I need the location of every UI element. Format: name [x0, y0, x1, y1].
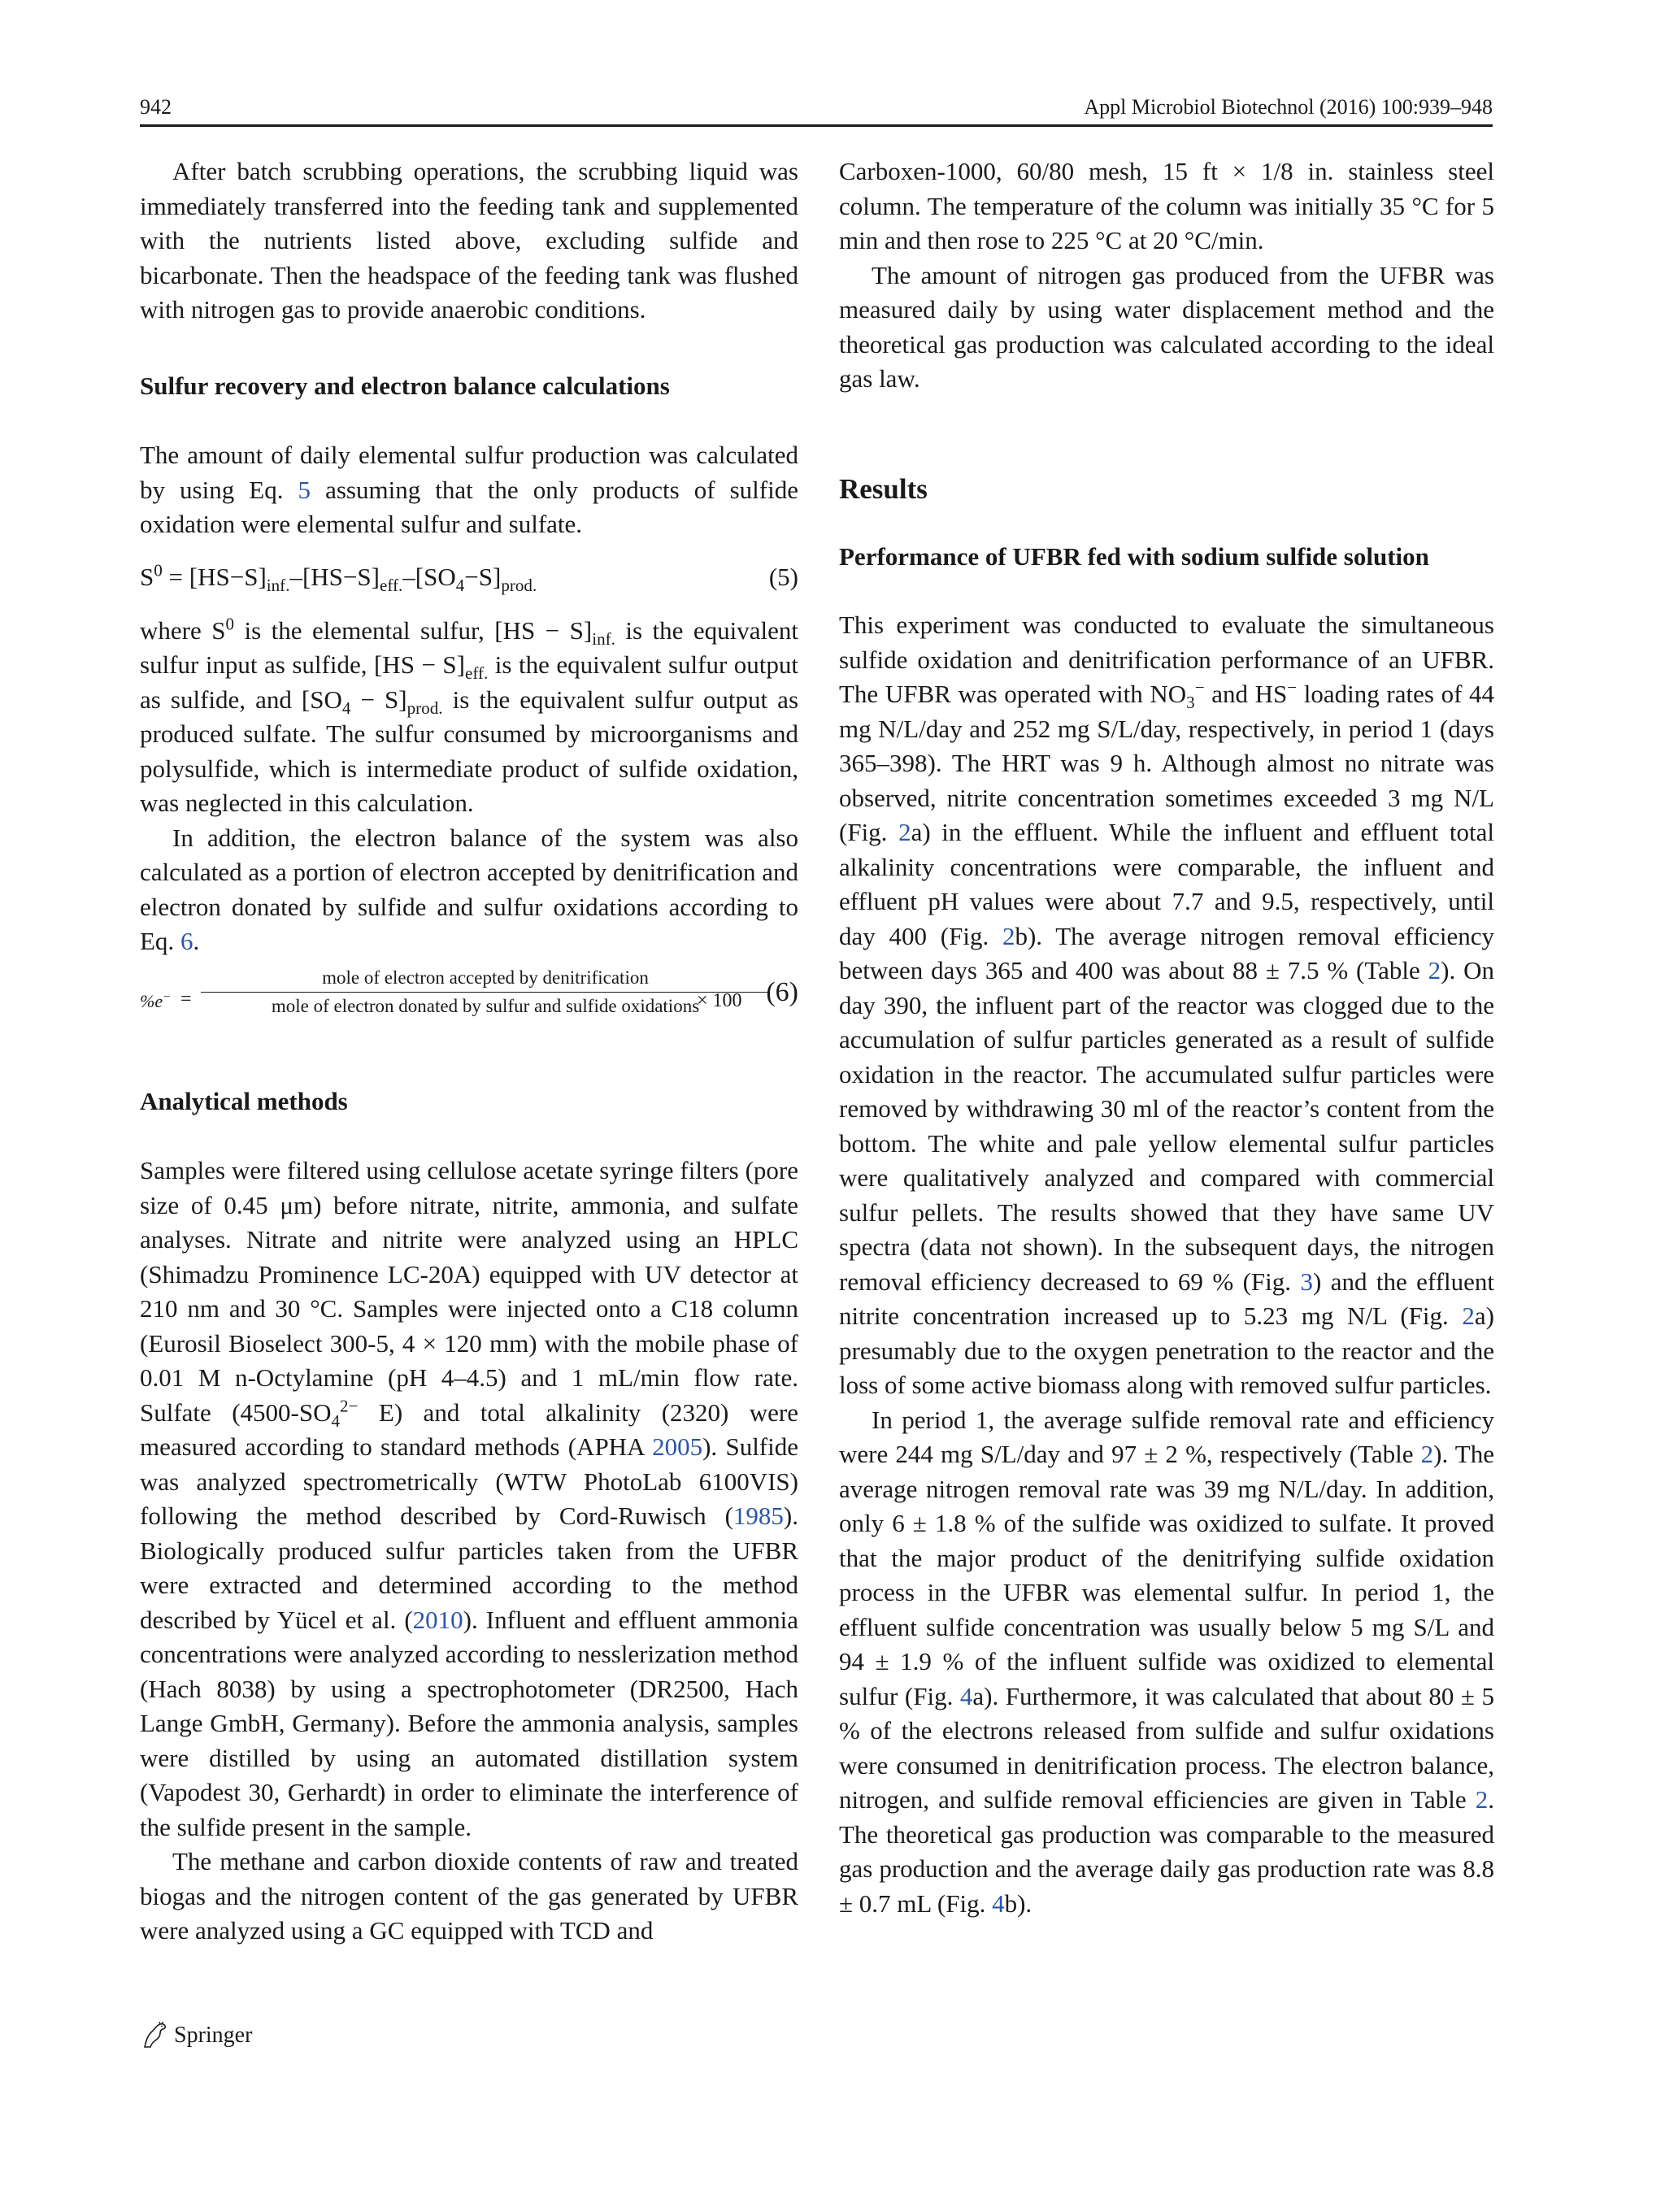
figure-link[interactable]: 4: [992, 1888, 1005, 1918]
equation-5-number: (5): [768, 562, 798, 591]
equation-6-numerator: mole of electron accepted by denitrification: [201, 964, 770, 993]
table-link[interactable]: 2: [1475, 1785, 1489, 1814]
paragraph-nitrogen-gas: The amount of nitrogen gas produced from the UFBR was measured daily by using water displacement method and the theoretical gas production was calculated according to the ideal gas law.: [839, 260, 1494, 393]
paragraph-ufbr-experiment: This experiment was conducted to evaluate the simultaneous sulfide oxidation and denitrification performance of an UFBR. The UFBR was operated with $NO_3^-$ and HS− loading rates of 44 mg N/L/day and 252 mg S/L/day, respectively, in period 1 (days 365–398). The HRT was 9 h. Although almost no nitrate was observed, nitrite concentration sometimes exceeded 3 mg N/L (Fig. 2a) in the effluent. While the influent and effluent total alkalinity concentrations were comparable, the influent and effluent pH values were about 7.7 and 9.5, respectively, until day 400 (Fig. 2b). The average nitrogen removal efficiency between days 365 and 400 was about 88 ± 7.5 % (Table 2). On day 390, the influent part of the reactor was clogged due to the accumulation of sulfur particles generated as a result of sulfide oxidation in the reactor. The accumulated sulfur particles were removed by withdrawing 30 ml of the reactor’s content from the bottom. The white and pale yellow elemental sulfur particles were qualitatively analyzed and compared with commercial sulfur pellets. The results showed that they have same UV spectra (data not shown). In the subsequent days, the nitrogen removal efficiency decreased to 69 % (Fig. 3) and the effluent nitrite concentration increased up to 5.23 mg N/L (Fig. 2a) presumably due to the oxygen penetration to the reactor and the loss of some active biomass along with removed sulfur particles.: [839, 611, 1495, 1399]
equation-6: [140, 964, 798, 1028]
paragraph-eq5-where: where $S^0$ is the elemental sulfur, $[HS - S]_{inf.}$ is the equivalent sulfur input as sulfide, $[HS - S]_{eff.}$ is the equivalent sulfur output as sulfide, and $[SO_4 - S]_{prod.}$ is the equivalent sulfur output as produced sulfate. The sulfur consumed by microorganisms and polysulfide, which is intermediate product of sulfide oxidation, was neglected in this calculation.: [140, 614, 799, 817]
equation-6-lhs: %e−: [140, 990, 172, 1011]
citation-link[interactable]: 2005: [652, 1432, 703, 1461]
figure-link[interactable]: 4: [959, 1681, 973, 1710]
equation-6-fraction: [201, 964, 770, 1020]
right-column: [839, 154, 1494, 1921]
paragraph-column-details: Carboxen-1000, 60/80 mesh, 15 ft × 1/8 in. stainless steel column. The temperature of the column was initially 35 °C for 5 min and then rose to 225 °C at 20 °C/min.: [839, 157, 1494, 254]
publisher-name: Springer: [174, 2023, 253, 2048]
paragraph-electron-balance: In addition, the electron balance of the system was also calculated as a portion of electron accepted by denitrification and electron donated by sulfide and sulfur oxidations according to Eq. 6.: [140, 823, 798, 955]
equation-6-equals: =: [180, 988, 192, 1010]
page-number: 942: [140, 95, 172, 119]
equation-5-body: $S^0 = [HS-S]_{inf.}-[HS-S]_{eff.}-[SO_4-S]_{prod.}$: [140, 560, 537, 595]
table-link[interactable]: 2: [1428, 956, 1441, 984]
paragraph-sulfur-production: The amount of daily elemental sulfur production was calculated by using Eq. 5 assuming that the only products of sulfide oxidation were elemental sulfur and sulfate.: [140, 441, 798, 538]
page-footer: [140, 2019, 252, 2052]
equation-6-number: (6): [766, 976, 798, 1007]
heading-results: Results: [839, 472, 928, 505]
paragraph-batch-scrubbing: After batch scrubbing operations, the scrubbing liquid was immediately transferred into the feeding tank and supplemented with the nutrients listed above, excluding sulfide and bicarbonate. Then the headspace of the feeding tank was flushed with nitrogen gas to provide anaerobic conditions.: [140, 157, 798, 324]
citation-link[interactable]: 2010: [412, 1605, 463, 1634]
table-link[interactable]: 2: [1420, 1440, 1434, 1468]
equation-6-times: × 100: [697, 989, 742, 1011]
heading-ufbr-performance: Performance of UFBR fed with sodium sulfide solution: [839, 541, 1429, 571]
journal-citation: Appl Microbiol Biotechnol (2016) 100:939–948: [1084, 95, 1493, 119]
springer-horse-icon: [140, 2022, 169, 2049]
figure-link[interactable]: 3: [1300, 1267, 1313, 1296]
header-rule: [140, 124, 1493, 127]
paragraph-period-1: In period 1, the average sulfide removal rate and efficiency were 244 mg S/L/day and 97 ± 2 %, respectively (Table 2). The average nitrogen removal rate was 39 mg N/L/day. In addition, only 6 ± 1.8 % of the sulfide was oxidized to sulfate. It proved that the major product of the denitrifying sulfide oxidation process in the UFBR was elemental sulfur. In period 1, the effluent sulfide concentration was usually below 5 mg S/L and 94 ± 1.9 % of the influent sulfide was oxidized to elemental sulfur (Fig. 4a). Furthermore, it was calculated that about 80 ± 5 % of the electrons released from sulfide and sulfur oxidations were consumed in denitrification process. The electron balance, nitrogen, and sulfide removal efficiencies are given in Table 2. The theoretical gas production was comparable to the measured gas production and the average daily gas production rate was 8.8 ± 0.7 mL (Fig. 4b).: [839, 1405, 1495, 1918]
equation-link[interactable]: 6: [180, 927, 193, 955]
running-head: [140, 91, 1493, 124]
paragraph-gc-analysis: The methane and carbon dioxide contents of raw and treated biogas and the nitrogen content of the gas generated by UFBR were analyzed using a GC equipped with TCD and: [140, 1847, 798, 1945]
left-column: [140, 154, 798, 1949]
equation-link[interactable]: 5: [298, 475, 311, 504]
figure-link[interactable]: 2: [898, 818, 911, 846]
heading-analytical-methods: Analytical methods: [140, 1086, 348, 1115]
equation-5: [140, 560, 798, 594]
citation-link[interactable]: 1985: [733, 1501, 784, 1530]
paragraph-analytical: Samples were filtered using cellulose acetate syringe filters (pore size of 0.45 μm) before nitrate, nitrite, ammonia, and sulfate analyses. Nitrate and nitrite were analyzed using an HPLC (Shimadzu Prominence LC-20A) equipped with UV detector at 210 nm and 30 °C. Samples were injected onto a C18 column (Eurosil Bioselect 300-5, 4 × 120 mm) with the mobile phase of 0.01 M n-Octylamine (pH 4–4.5) and 1 mL/min flow rate. Sulfate ($4500-SO_4^{2-}$ E) and total alkalinity (2320) were measured according to standard methods (APHA 2005). Sulfide was analyzed spectrometrically (WTW PhotoLab 6100VIS) following the method described by Cord-Ruwisch (1985). Biologically produced sulfur particles taken from the UFBR were extracted and determined according to the method described by Yücel et al. (2010). Influent and effluent ammonia concentrations were analyzed according to nesslerization method (Hach 8038) by using a spectrophotometer (DR2500, Hach Lange GmbH, Germany). Before the ammonia analysis, samples were distilled by using an automated distillation system (Vapodest 30, Gerhardt) in order to eliminate the interference of the sulfide present in the sample.: [140, 1156, 798, 1841]
figure-link[interactable]: 2: [1002, 921, 1015, 950]
heading-sulfur-recovery: Sulfur recovery and electron balance calculations: [140, 371, 670, 400]
equation-6-denominator: mole of electron donated by sulfur and sulfide oxidations: [271, 995, 700, 1016]
figure-link[interactable]: 2: [1462, 1302, 1475, 1330]
